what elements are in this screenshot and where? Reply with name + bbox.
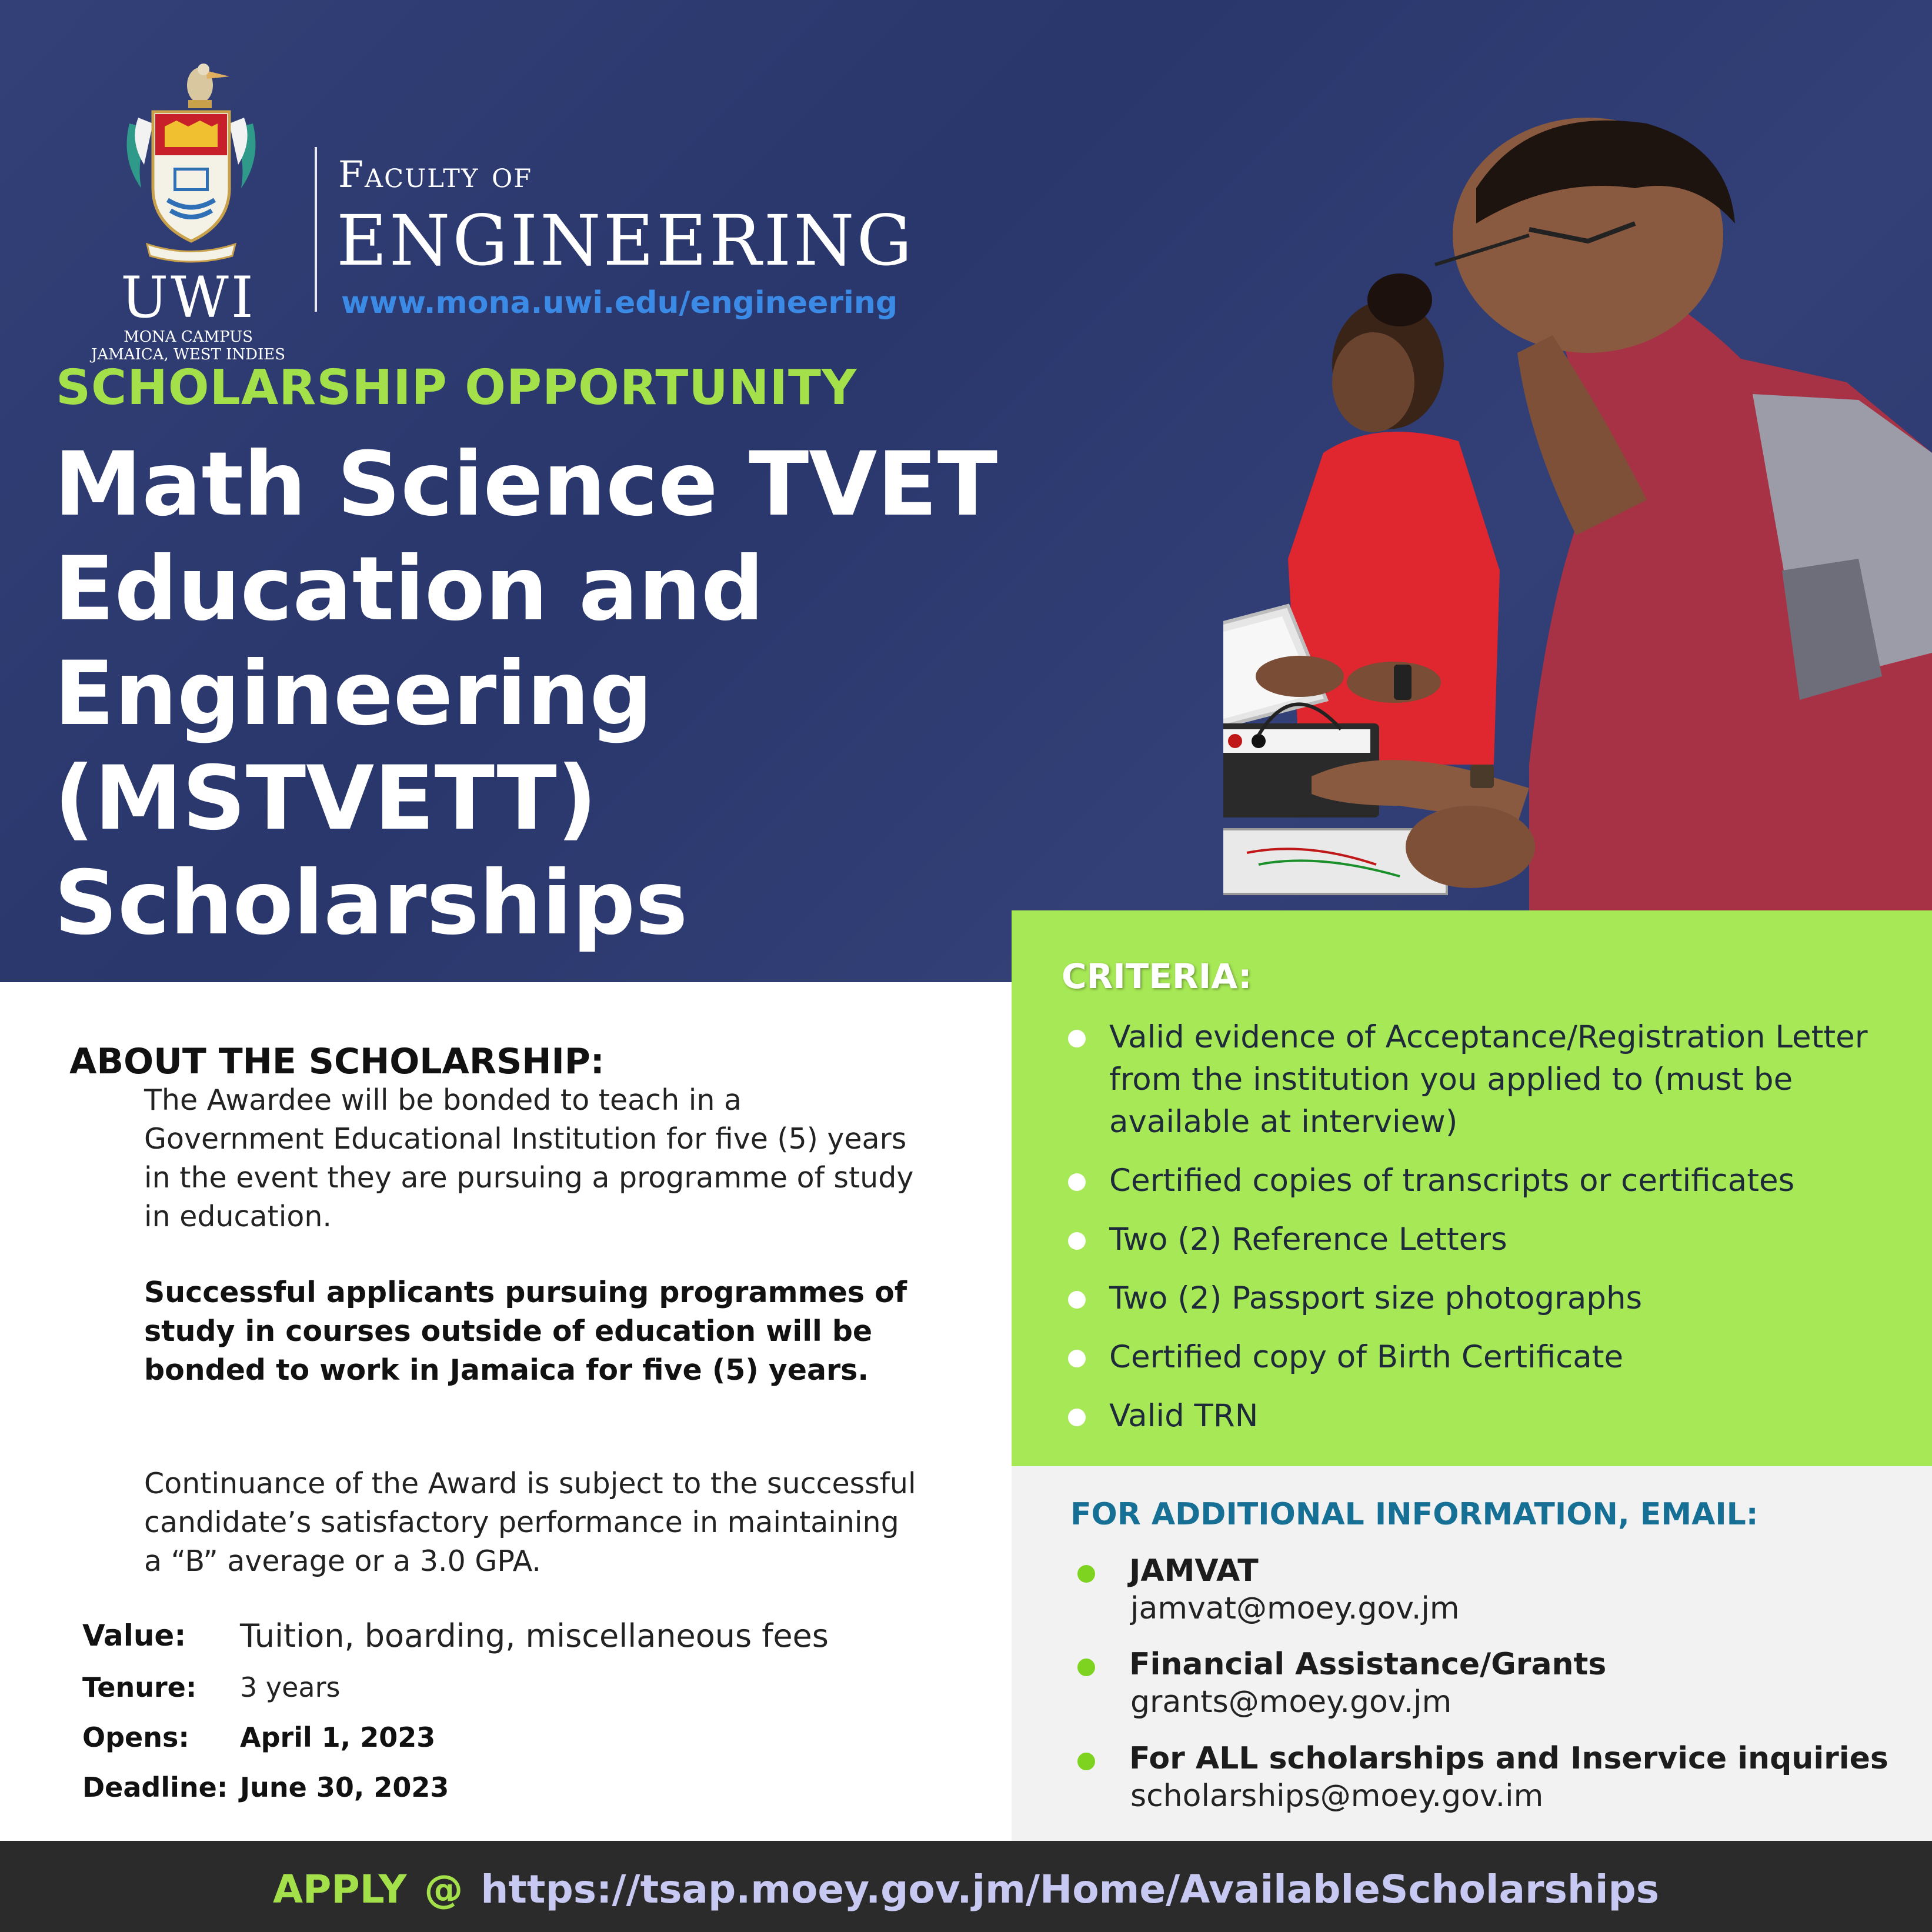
criteria-item: Valid evidence of Acceptance/Registration Letter from the institution you applied to (must be available at interview) [1109, 1019, 1868, 1140]
criteria-item: Certified copies of transcripts or certificates [1109, 1163, 1795, 1199]
logo-divider [315, 147, 317, 312]
campus-line-1: MONA CAMPUS [124, 328, 253, 346]
deadline-label: Deadline: [82, 1771, 228, 1803]
bullet-icon [1068, 1291, 1086, 1309]
bullet-icon [1068, 1350, 1086, 1367]
uwi-faculty-logo [65, 53, 915, 363]
about-section [0, 982, 1012, 1841]
bullet-icon [1068, 1030, 1086, 1047]
apply-footer [0, 1841, 1932, 1932]
scholarship-kicker: SCHOLARSHIP OPPORTUNITY [56, 360, 857, 416]
campus-line-2: JAMAICA, WEST INDIES [91, 346, 286, 363]
about-paragraph-bold: Successful applicants pursuing programmes of study in courses outside of education will be bonded to work in Jamaica for five (5) years. [144, 1276, 907, 1387]
bullet-icon [1068, 1173, 1086, 1191]
contact-email-scholarships[interactable]: scholarships@moey.gov.im [1130, 1778, 1544, 1814]
bullet-icon [1077, 1565, 1095, 1583]
criteria-item: Valid TRN [1109, 1398, 1259, 1434]
about-paragraph: Continuance of the Award is subject to the successful candidate’s satisfactory performance in maintaining a “B” average or a 3.0 GPA. [144, 1467, 916, 1578]
bullet-icon [1068, 1409, 1086, 1426]
criteria-heading: CRITERIA: [1062, 956, 1252, 996]
opens-date: April 1, 2023 [240, 1721, 436, 1753]
criteria-section [1012, 910, 1932, 1466]
tenure-label: Tenure: [82, 1671, 197, 1703]
tenure-text: 3 years [240, 1671, 341, 1703]
campus-label [65, 328, 312, 363]
additional-info-heading: FOR ADDITIONAL INFORMATION, EMAIL: [1070, 1497, 1759, 1532]
faculty-url-link[interactable]: www.mona.uwi.edu/engineering [341, 285, 898, 321]
students-photo [1223, 88, 1932, 912]
faculty-name: ENGINEERING [336, 200, 915, 281]
faculty-of-label: Faculty of [338, 153, 533, 196]
opens-label: Opens: [82, 1721, 189, 1753]
criteria-item: Two (2) Reference Letters [1109, 1222, 1507, 1257]
bullet-icon [1077, 1753, 1095, 1770]
about-heading: ABOUT THE SCHOLARSHIP: [69, 1041, 605, 1082]
apply-url-link[interactable]: https://tsap.moey.gov.jm/Home/AvailableScholarships [481, 1867, 1660, 1912]
uwi-crest-icon [118, 53, 265, 265]
title-line: Scholarships [54, 852, 688, 955]
contact-email-jamvat[interactable]: jamvat@moey.gov.jm [1130, 1591, 1460, 1626]
deadline-date: June 30, 2023 [240, 1771, 449, 1803]
scholarship-title [54, 432, 1025, 956]
title-line: Engineering [54, 643, 653, 745]
title-line: Education and [54, 538, 765, 640]
value-label: Value: [82, 1619, 186, 1653]
apply-label: APPLY [272, 1867, 407, 1912]
title-line: (MSTVETT) [54, 748, 598, 850]
title-line: Math Science TVET [54, 433, 998, 536]
additional-info-section [1012, 1466, 1932, 1841]
about-paragraph: The Awardee will be bonded to teach in a Government Educational Institution for five (5) years in the event they are pursuing a programme of study in education. [144, 1083, 914, 1233]
contact-name-grants: Financial Assistance/Grants [1129, 1647, 1607, 1682]
apply-line [0, 1867, 1932, 1912]
contact-email-grants[interactable]: grants@moey.gov.jm [1130, 1684, 1452, 1720]
bullet-icon [1068, 1232, 1086, 1250]
contact-name-scholarships: For ALL scholarships and Inservice inquiries [1129, 1741, 1888, 1776]
value-text: Tuition, boarding, miscellaneous fees [240, 1617, 829, 1654]
criteria-item: Two (2) Passport size photographs [1109, 1280, 1643, 1316]
uwi-wordmark: UWI [121, 265, 256, 331]
contact-name-jamvat: JAMVAT [1129, 1553, 1259, 1589]
bullet-icon [1077, 1659, 1095, 1676]
at-symbol: @ [424, 1867, 463, 1912]
criteria-item: Certified copy of Birth Certificate [1109, 1339, 1624, 1375]
